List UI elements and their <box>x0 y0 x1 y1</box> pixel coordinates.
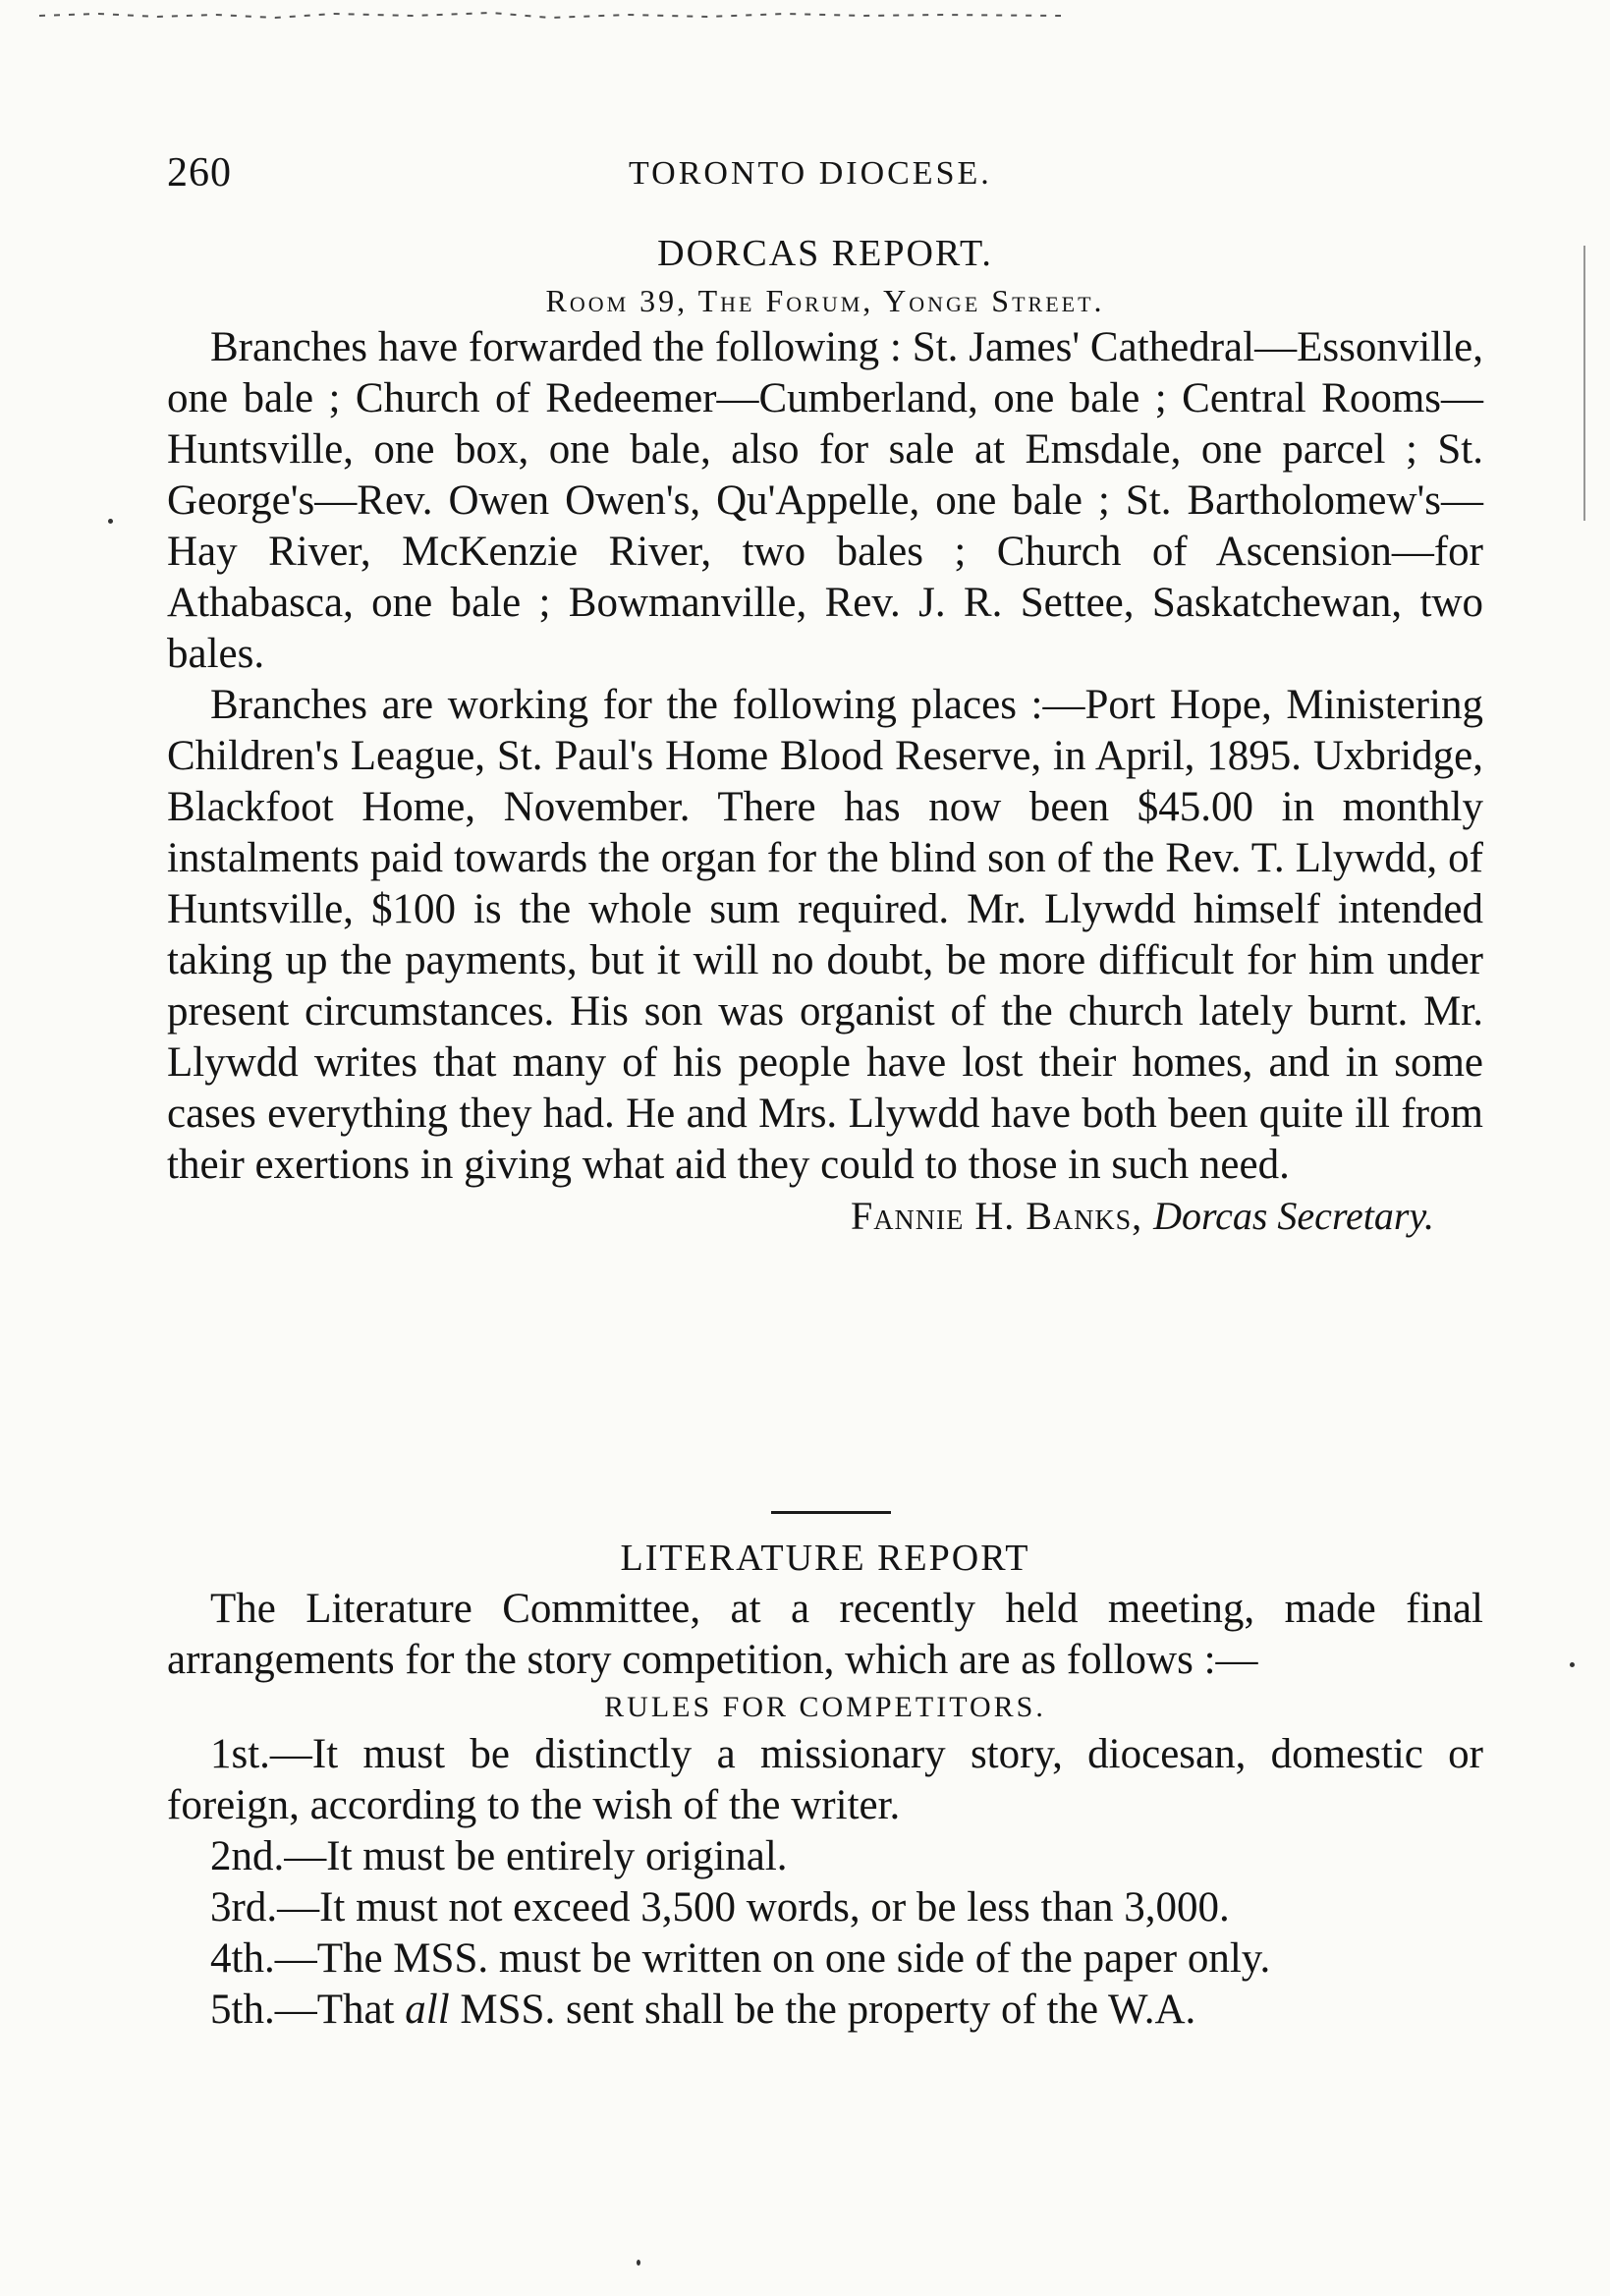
dorcas-para-1: Branches have forwarded the following : St. James' Cathedral—Essonville, one bale ; Church of Redeemer—Cumberland, one bale ; Central Rooms—Huntsville, one box, one bale, also for sale at Emsdale, one parcel ; St. George's—Rev. Owen Owen's, Qu'Appelle, one bale ; St. Bartholomew's—Hay River, McKenzie River, two bales ; Church of Ascension—for Athabasca, one bale ; Bowmanville, Rev. J. R. Settee, Saskatchewan, two bales. <box>167 324 1483 677</box>
rule-item-1: 1st.—It must be distinctly a missionary story, diocesan, domestic or foreign, according to the wish of the writer. <box>167 1731 1483 1828</box>
literature-intro: The Literature Committee, at a recently held meeting, made final arrangements for the story competition, which are as follows :— <box>167 1586 1483 1683</box>
margin-dot-right <box>1570 1662 1575 1667</box>
rule-5-emphasis: all <box>405 1987 450 2033</box>
dorcas-signature <box>167 1191 1483 1242</box>
signature-title: Dorcas Secretary. <box>1153 1194 1434 1238</box>
margin-mark-right <box>1583 246 1585 521</box>
dorcas-heading: DORCAS REPORT. <box>657 233 993 274</box>
dorcas-location: Room 39, The Forum, Yonge Street. <box>545 283 1105 318</box>
rule-item-2: 2nd.—It must be entirely original. <box>210 1833 788 1879</box>
bottom-dot <box>637 2260 640 2266</box>
rules-heading: RULES FOR COMPETITORS. <box>604 1691 1046 1723</box>
dorcas-report <box>167 228 1483 1242</box>
rule-5-suffix: MSS. sent shall be the property of the W.A. <box>449 1987 1196 2033</box>
dorcas-para-2: Branches are working for the following places :—Port Hope, Ministering Children's League, St. Paul's Home Blood Reserve, in April, 1895. Uxbridge, Blackfoot Home, November. There has now been $45.00 in monthly instalments paid towards the organ for the blind son of the Rev. T. Llywdd, of Huntsville, $100 is the whole sum required. Mr. Llywdd himself intended taking up the payments, but it will no doubt, be more difficult for him under present circumstances. His son was organist of the church lately burnt. Mr. Llywdd writes that many of his people have lost their homes, and in some cases everything they had. He and Mrs. Llywdd have both been quite ill from their exertions in giving what aid they could to those in such need. <box>167 682 1483 1188</box>
literature-heading: LITERATURE REPORT <box>620 1538 1030 1579</box>
rule-item-5 <box>167 1985 1483 2036</box>
rule-5-prefix: 5th.—That <box>210 1987 406 2033</box>
page-number: 260 <box>167 150 232 196</box>
running-head: TORONTO DIOCESE. <box>629 155 992 192</box>
signature-name: Fannie H. Banks, <box>851 1194 1143 1238</box>
rule-item-4: 4th.—The MSS. must be written on one side of the paper only. <box>210 1935 1271 1982</box>
section-divider <box>771 1511 891 1514</box>
scan-noise-top <box>39 10 1061 29</box>
margin-dot-left <box>108 519 113 524</box>
page-header <box>167 149 1483 208</box>
rule-item-3: 3rd.—It must not exceed 3,500 words, or be less than 3,000. <box>210 1884 1230 1931</box>
literature-report <box>167 1533 1483 2036</box>
